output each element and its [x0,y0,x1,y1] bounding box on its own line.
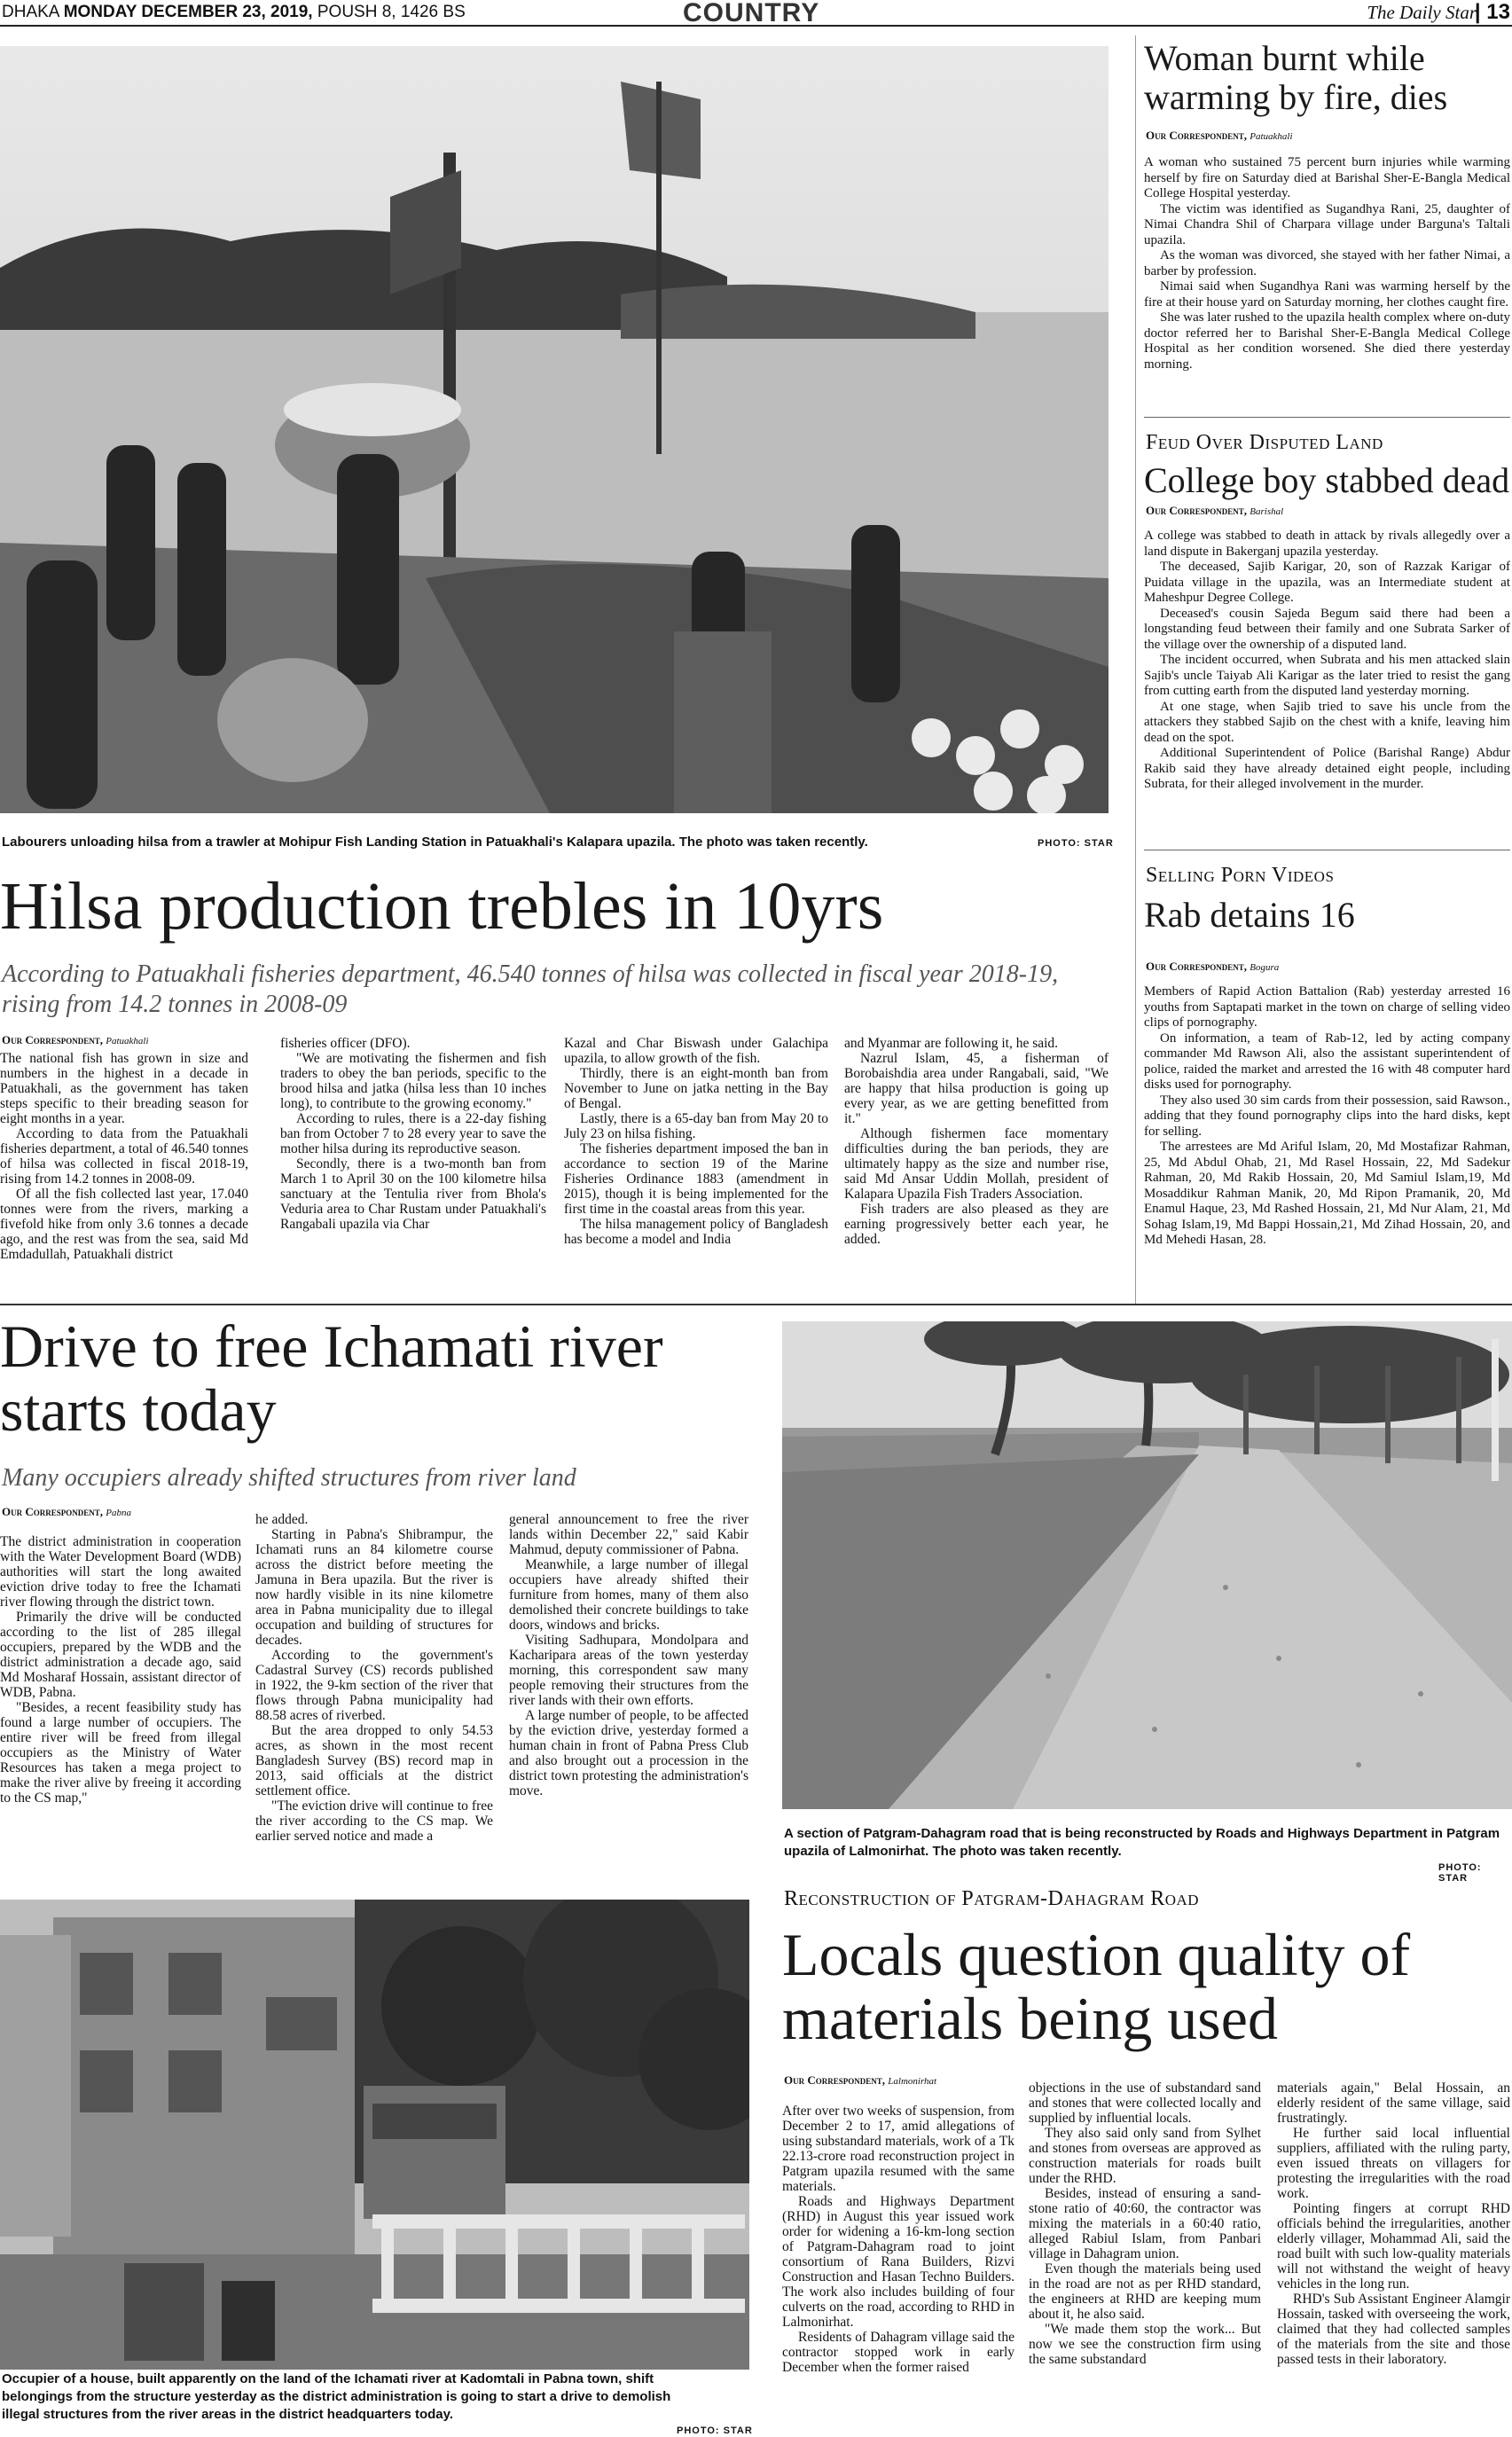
column-rule [1135,35,1136,1304]
rab-headline: Rab detains 16 [1144,895,1355,935]
paragraph: As the woman was divorced, she stayed with her father Nimai, a barber by profession. [1144,248,1510,278]
paragraph: On information, a team of Rab-12, led by acting company commander Md Rawson Ali, also the assistant superintendent of police, raided the market and arrested the 16 with 48 computer hard disks used for pornography. [1144,1030,1510,1092]
hilsa-column-1 [0,1051,248,1262]
paragraph: fisheries officer (DFO). [280,1036,411,1051]
college-headline: College boy stabbed dead [1144,460,1510,500]
header-date: MONDAY DECEMBER 23, 2019, [63,3,313,21]
paragraph: They also said only sand from Sylhet and stones from overseas are approved as construction materials for roads built under the RHD. [1029,2126,1261,2186]
road-headline: Locals question quality of materials being used [782,1921,1411,2052]
hilsa-photo [0,46,1109,813]
college-byline: Our Correspondent, Barishal [1146,504,1284,517]
paragraph: The hilsa management policy of Bangladesh has become a model and India [564,1217,828,1247]
header-city: DHAKA [2,3,59,21]
hilsa-headline: Hilsa production trebles in 10yrs [0,869,884,944]
paragraph: The arrestees are Md Ariful Islam, 20, Md Mostafizar Rahman, 25, Md Abdul Ohab, 21, Md Rasel Hossain, 22, Md Sadekur Rahman, 20, Md Rakib Hossain, 20, Md Samiul Islam,19, Md Mosaddikur Rahman Manik, 20, Md Ripon Pramanik, 20, Md Enamul Haque, 23, Md Rashed Hossain, 21, Md Nur Alam, 21, Md Sohag Islam,19, Md Bappi Hossain,21, Md Zihad Hossain, 20, and Md Mehedi Hasan, 28. [1144,1140,1510,1247]
paragraph: Although fishermen face momentary difficulties during the ban periods, they are ultimately happy as the size and number rise, said Md Ansar Uddin Mollah, president of Kalapara Upazila Fish Traders Association. [844,1126,1109,1202]
road-column-1 [782,2104,1015,2375]
ichamati-photo [0,1900,749,2370]
paragraph: The fisheries department imposed the ban in accordance to section 19 of the Marine Fisheries Ordinance 1883 (amendment in 2015), though it is being implemented for the first time in the coastal areas from this year. [564,1141,828,1217]
ichamati-column-1 [0,1534,241,1806]
ichamati-photo-credit: PHOTO: STAR [677,2425,753,2436]
paragraph: She was later rushed to the upazila health complex where on-duty doctor referred her to Barishal Sher-E-Bangla Medical College Hospital as her condition worsened. She died there yesterday morning. [1144,310,1510,372]
masthead-logo: The Daily Star [1367,2,1477,23]
paragraph: Pointing fingers at corrupt RHD officials behind the irregularities, another elderly villager, Mohammad Ali, said the road built with such low-quality materials will not withstand the weight of heavy vehicles in the long run. [1277,2201,1510,2292]
hilsa-column-4 [844,1036,1109,1247]
road-photo-caption: A section of Patgram-Dahagram road that is being reconstructed by Roads and Highways Department in Patgram upazila of Lalmonirhat. The photo was taken recently. [784,1826,1500,1859]
paragraph: "We made them stop the work... But now we see the construction firm using the same substandard [1029,2322,1261,2367]
paragraph: Secondly, there is a two-month ban from March 1 to April 30 on the 100 kilometre hilsa sanctuary at the Tentulia river from Bhola's Veduria area to Char Rustam under Patuakhali's Rangabali upazila via Char [280,1156,546,1232]
hilsa-byline: Our Correspondent, Patuakhali [2,1033,149,1046]
paragraph: But the area dropped to only 54.53 acres, as shown in the most recent Bangladesh Survey (BS) record map in 2013, said officials at the district settlement office. [255,1723,493,1798]
road-photo [782,1321,1512,1809]
college-body [1144,529,1510,793]
paragraph: The incident occurred, when Subrata and his men attacked slain Sajib's uncle Taiyab Ali Karigar as the later tried to resist the gang from cutting earth from the disputed land yesterday morning. [1144,653,1510,698]
rab-kicker: Selling Porn Videos [1146,864,1335,887]
paragraph: Lastly, there is a 65-day ban from May 20 to July 23 on hilsa fishing. [564,1111,828,1141]
paragraph: Starting in Pabna's Shibrampur, the Ichamati runs an 84 kilometre course across the district before meeting the Jamuna in Bera upazila. But the river is now hardly visible in its nine kilometre area in Pabna municipality due to illegal occupation and building of structures for decades. [255,1527,493,1648]
paragraph: general announcement to free the river lands within December 22," said Kabir Mahmud, deputy commissioner of Pabna. [509,1512,748,1557]
paragraph: The national fish has grown in size and numbers in the highest in a decade in Patuakhali, as the government has taken steps specific to their breading season for eight months in a year. [0,1051,248,1126]
woman-body [1144,155,1510,372]
paragraph: Nazrul Islam, 45, a fisherman of Borobaishdia area under Rangabali, said, "We are happy that hilsa production is going up every year, as we are getting benefitted from it." [844,1051,1109,1126]
paragraph: Visiting Sadhupara, Mondolpara and Kacharipara areas of the town yesterday morning, this correspondent saw many people removing their structures from the river lands with their own efforts. [509,1633,748,1708]
story-divider [1144,417,1510,418]
road-column-2 [1029,2080,1261,2367]
paragraph: A college was stabbed to death in attack by rivals allegedly over a land dispute in Bakerganj upazila yesterday. [1144,529,1510,559]
ichamati-deck: Many occupiers already shifted structures from river land [2,1464,576,1492]
hilsa-deck: According to Patuakhali fisheries department, 46.540 tonnes of hilsa was collected in fiscal year 2018-19, rising from 14.2 tonnes in 2008-09 [2,960,1059,1018]
road-column-3 [1277,2080,1510,2367]
paragraph: Besides, instead of ensuring a sand-stone ratio of 40:60, the contractor was mixing the materials in a 60:40 ratio, alleged Rabiul Islam, from Panbari village in Dahagram union. [1029,2186,1261,2261]
paragraph: Thirdly, there is an eight-month ban from November to June on jatka netting in the Bay of Bengal. [564,1066,828,1111]
paragraph: RHD's Sub Assistant Engineer Alamgir Hossain, tasked with overseeing the work, claimed that they had collected samples of the materials from the site and those passed tests in their laboratory. [1277,2292,1510,2367]
paragraph: Of all the fish collected last year, 17.040 tonnes were from the rivers, marking a fivefold hike from only 3.6 tonnes a decade ago, and the rest was from the sea, said Md Emdadullah, Patuakhali district [0,1187,248,1262]
ichamati-photo-caption: Occupier of a house, built apparently on the land of the Ichamati river at Kadomtali in Pabna town, shift belongings from the structure yesterday as the district administration is going to start a drive to demolish illegal structures from the river areas in the district headquarters today. [2,2371,671,2422]
paragraph: materials again," Belal Hossain, an elderly resident of the same village, said frustratingly. [1277,2080,1510,2126]
road-byline: Our Correspondent, Lalmonirhat [784,2073,937,2087]
paragraph: The district administration in cooperation with the Water Development Board (WDB) authorities will start the long awaited eviction drive today to free the Ichamati river flowing through the district town. [0,1534,241,1610]
paragraph: "Besides, a recent feasibility study has found a large number of occupiers. The entire river will be freed from illegal occupiers as the Ministry of Water Resources has taken a mega project to make the river alive by freeing it according to the CS map," [0,1700,241,1806]
paragraph: According to data from the Patuakhali fisheries department, a total of 46.540 tonnes of hilsa was collected in fiscal 2018-19, rising from 14.2 tonnes in 2008-09. [0,1126,248,1187]
paragraph: Additional Superintendent of Police (Barishal Range) Abdur Rakib said they have already detained eight people, including Subrata, for their alleged involvement in the murder. [1144,746,1510,791]
paragraph: objections in the use of substandard sand and stones that were collected locally and supplied by influential locals. [1029,2080,1261,2126]
paragraph: According to the government's Cadastral Survey (CS) records published in 1922, the 9-km section of the river that flows through Pabna municipality had 88.58 acres of riverbed. [255,1648,493,1723]
paragraph: he added. [255,1512,309,1527]
woman-headline: Woman burnt while warming by fire, dies [1144,38,1448,117]
rab-body [1144,984,1510,1249]
paragraph: Residents of Dahagram village said the contractor stopped work in early December when the former raised [782,2330,1015,2375]
header-bengali-date: POUSH 8, 1426 BS [317,3,466,21]
hilsa-photo-credit: PHOTO: STAR [1038,838,1114,849]
paragraph: According to rules, there is a 22-day fishing ban from October 7 to 28 every year to save the mother hilsa during its reproductive season. [280,1111,546,1156]
paragraph: At one stage, when Sajib tried to save his uncle from the attackers they stabbed Sajib on the chest with a knife, leaving him dead on the spot. [1144,699,1510,745]
road-photo-credit: PHOTO: STAR [1438,1862,1482,1884]
paragraph: Even though the materials being used in the road are not as per RHD standard, the engineers at RHD are keeping mum about it, he also said. [1029,2261,1261,2322]
hilsa-column-2 [280,1036,546,1232]
paragraph: The deceased, Sajib Karigar, 20, son of Razzak Karigar of Puidata village in the upazila, was an Intermediate student at Maheshpur Degree College. [1144,560,1510,605]
paragraph: He further said local influential suppliers, affiliated with the ruling party, even issued threats on villagers for protesting the irregularities with the road work. [1277,2126,1510,2201]
woman-byline: Our Correspondent, Patuakhali [1146,129,1293,142]
paragraph: and Myanmar are following it, he said. [844,1036,1059,1051]
paragraph: After over two weeks of suspension, from December 2 to 17, amid allegations of using substandard materials, work of a Tk 22.13-crore road reconstruction project in Patgram upazila resumed with the same materials. [782,2104,1015,2194]
ichamati-headline: Drive to free Ichamati river starts today [0,1313,663,1444]
paragraph: They also used 30 sim cards from their possession, said Rawson., adding that they found pornography clips into the hard disks, kept for selling. [1144,1093,1510,1139]
paragraph: A large number of people, to be affected by the eviction drive, yesterday formed a human chain in front of Pabna Press Club and also brought out a procession in the district town protesting the administration's move. [509,1708,748,1798]
page-header [0,0,1512,27]
paragraph: "The eviction drive will continue to free the river according to the CS map. We earlier served notice and made a [255,1798,493,1844]
hilsa-column-3 [564,1036,828,1247]
paragraph: Fish traders are also pleased as they are earning progressively better each year, he added. [844,1202,1109,1247]
paragraph: The victim was identified as Sugandhya Rani, 25, daughter of Nimai Chandra Shil of Charpara village under Barguna's Taltali upazila. [1144,201,1510,247]
ichamati-column-3 [509,1512,748,1798]
paragraph: Primarily the drive will be conducted according to the list of 285 illegal occupiers, prepared by the WDB and the district administration a decade ago, said Md Mosharaf Hossain, assistant director of WDB, Pabna. [0,1610,241,1700]
paragraph: Nimai said when Sugandhya Rani was warming herself by the fire at their house yard on Saturday morning, her clothes caught fire. [1144,279,1510,310]
ichamati-column-2 [255,1512,493,1844]
paragraph: Kazal and Char Biswash under Galachipa upazila, to allow growth of the fish. [564,1036,828,1066]
paragraph: Members of Rapid Action Battalion (Rab) yesterday arrested 16 youths from Saptapati market in the town on charge of selling video clips of pornography. [1144,984,1510,1030]
paragraph: Roads and Highways Department (RHD) in August this year issued work order for widening a 16-km-long section of Patgram-Dahagram road to joint consortium of Rana Builders, Rizvi Construction and Hasan Techno Builders. The work also includes building of four culverts on the road, according to RHD in Lalmonirhat. [782,2194,1015,2330]
section-rule [0,1304,1512,1305]
rab-byline: Our Correspondent, Bogura [1146,960,1280,973]
road-kicker: Reconstruction of Patgram-Dahagram Road [784,1887,1200,1910]
hilsa-photo-caption: Labourers unloading hilsa from a trawler at Mohipur Fish Landing Station in Patuakhali's Kalapara upazila. The photo was taken recently. [2,835,868,850]
paragraph: "We are motivating the fishermen and fish traders to obey the ban periods, specific to the brood hilsa and jatka (hilsa less than 10 inches long), to contribute to the growing economy." [280,1051,546,1111]
paragraph: Deceased's cousin Sajeda Begum said there had been a longstanding feud between their family and one Subrata Sarker of the village over the ownership of a disputed land. [1144,606,1510,652]
dateline-bar [2,3,466,22]
page-number: | 13 [1474,0,1510,24]
paragraph: Meanwhile, a large number of illegal occupiers have already shifted their furniture from homes, many of them also demolished their concrete buildings to take doors, windows and bricks. [509,1557,748,1633]
college-kicker: Feud Over Disputed Land [1146,431,1383,454]
paragraph: A woman who sustained 75 percent burn injuries while warming herself by fire on Saturday died at Barishal Sher-E-Bangla Medical College Hospital yesterday. [1144,155,1510,200]
ichamati-byline: Our Correspondent, Pabna [2,1505,131,1518]
section-title: COUNTRY [683,0,820,27]
